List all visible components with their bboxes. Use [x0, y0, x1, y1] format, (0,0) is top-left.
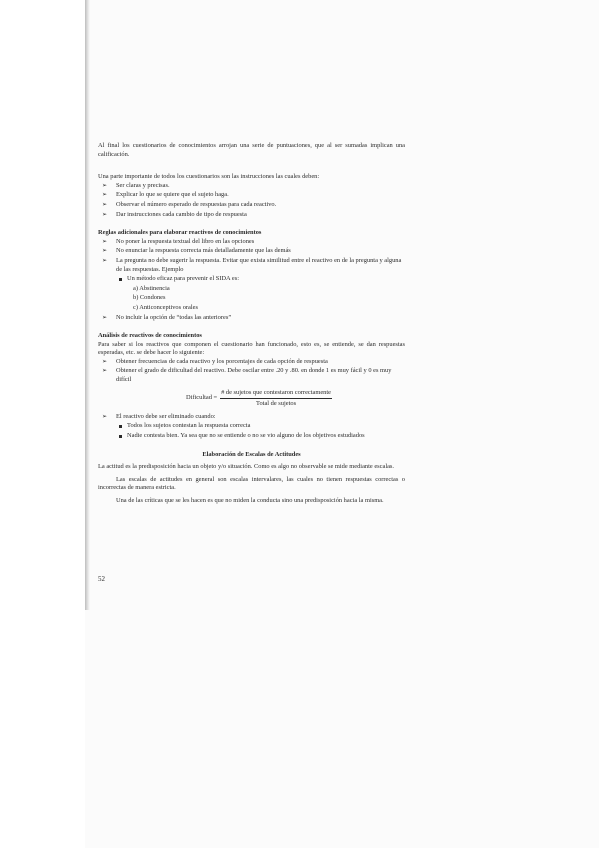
list-item: ➢ No poner la respuesta textual del libro en las opciones	[98, 238, 405, 247]
list-item: ➢ No enunciar la respuesta correcta más detalladamente que las demás	[98, 247, 405, 256]
list-item: ➢ Obtener el grado de dificultad del reactivo. Debe oscilar entre .20 y .80. en donde 1 es muy fácil y 0 es muy difícil	[98, 367, 405, 384]
example-list	[98, 275, 405, 312]
heading-reglas: Reglas adicionales para elaborar reactivos de conocimientos	[98, 229, 262, 237]
heading-escalas: Elaboración de Escalas de Actitudes	[202, 450, 301, 458]
list-item: Nadie contesta bien. Ya sea que no se entiende o no se vio alguno de los objetivos estudiados	[98, 432, 405, 441]
difficulty-formula	[186, 389, 405, 409]
option-item: b) Condones	[133, 294, 166, 302]
instructions-list	[98, 182, 405, 219]
scales-paragraph-1: La actitud es la predisposición hacia un objeto y/o situación. Como es algo no observable se mide mediante escalas.	[98, 463, 395, 471]
list-item: ➢ Dar instrucciones cada cambio de tipo de respuesta	[98, 211, 405, 220]
list-item: ➢ El reactivo debe ser eliminado cuando:	[98, 413, 405, 422]
intro-paragraph: Al final los cuestionarios de conocimientos arrojan una serie de puntuaciones, que al ser sumadas implican una calificación.	[98, 142, 405, 158]
list-item: ➢ Explicar lo que se quiere que el sujeto haga.	[98, 191, 405, 200]
formula-denominator: Total de sujetos	[256, 400, 297, 408]
option-item: a) Abstinencia	[133, 284, 170, 292]
page-number: 52	[98, 575, 105, 583]
option-item: c) Anticonceptivos orales	[133, 303, 198, 311]
scales-paragraph-2: Las escalas de actitudes en general son escalas intervalares, las cuales no tienen respuestas correctas o incorrectas de manera estricta.	[98, 475, 405, 492]
page-text	[98, 142, 405, 506]
formula-numerator: # de sujetos que contestaron correctamente	[220, 389, 332, 400]
list-item: ➢ No incluir la opción de “todas las anteriores”	[98, 314, 405, 323]
list-item: ➢ Observar el número esperado de respuestas para cada reactivo.	[98, 201, 405, 210]
page-binding-shadow	[85, 0, 90, 610]
formula-label: Dificultad =	[186, 394, 218, 402]
list-item: ➢ Ser claras y precisas.	[98, 182, 405, 191]
analysis-list	[98, 358, 405, 385]
instructions-paragraph: Una parte importante de todos los cuestionarios son las instrucciones las cuales deben:	[98, 173, 320, 181]
list-item: ➢ Obtener frecuencias de cada reactivo y los porcentajes de cada opción de respuesta	[98, 358, 405, 367]
heading-analisis: Análisis de reactivos de conocimientos	[98, 332, 202, 340]
example-question: Un método eficaz para prevenir el SIDA es:	[98, 275, 405, 284]
scales-paragraph-3: Una de las críticas que se les hacen es que no miden la conducta sino una predisposición hacia la misma.	[116, 497, 384, 504]
list-item: Todos los sujetos contestan la respuesta correcta	[98, 422, 405, 431]
list-item: ➢ La pregunta no debe sugerir la respuesta. Evitar que exista similitud entre el reactivo en de la pregunta y alguna de las respuestas. Ejemplo	[98, 257, 405, 274]
elimination-list	[98, 422, 405, 440]
rules-list	[98, 238, 405, 274]
analysis-paragraph: Para saber si los reactivos que componen el cuestionario han funcionado, esto es, se entiende, se dan respuestas esperadas, etc. se debe hacer lo siguiente:	[98, 340, 405, 357]
